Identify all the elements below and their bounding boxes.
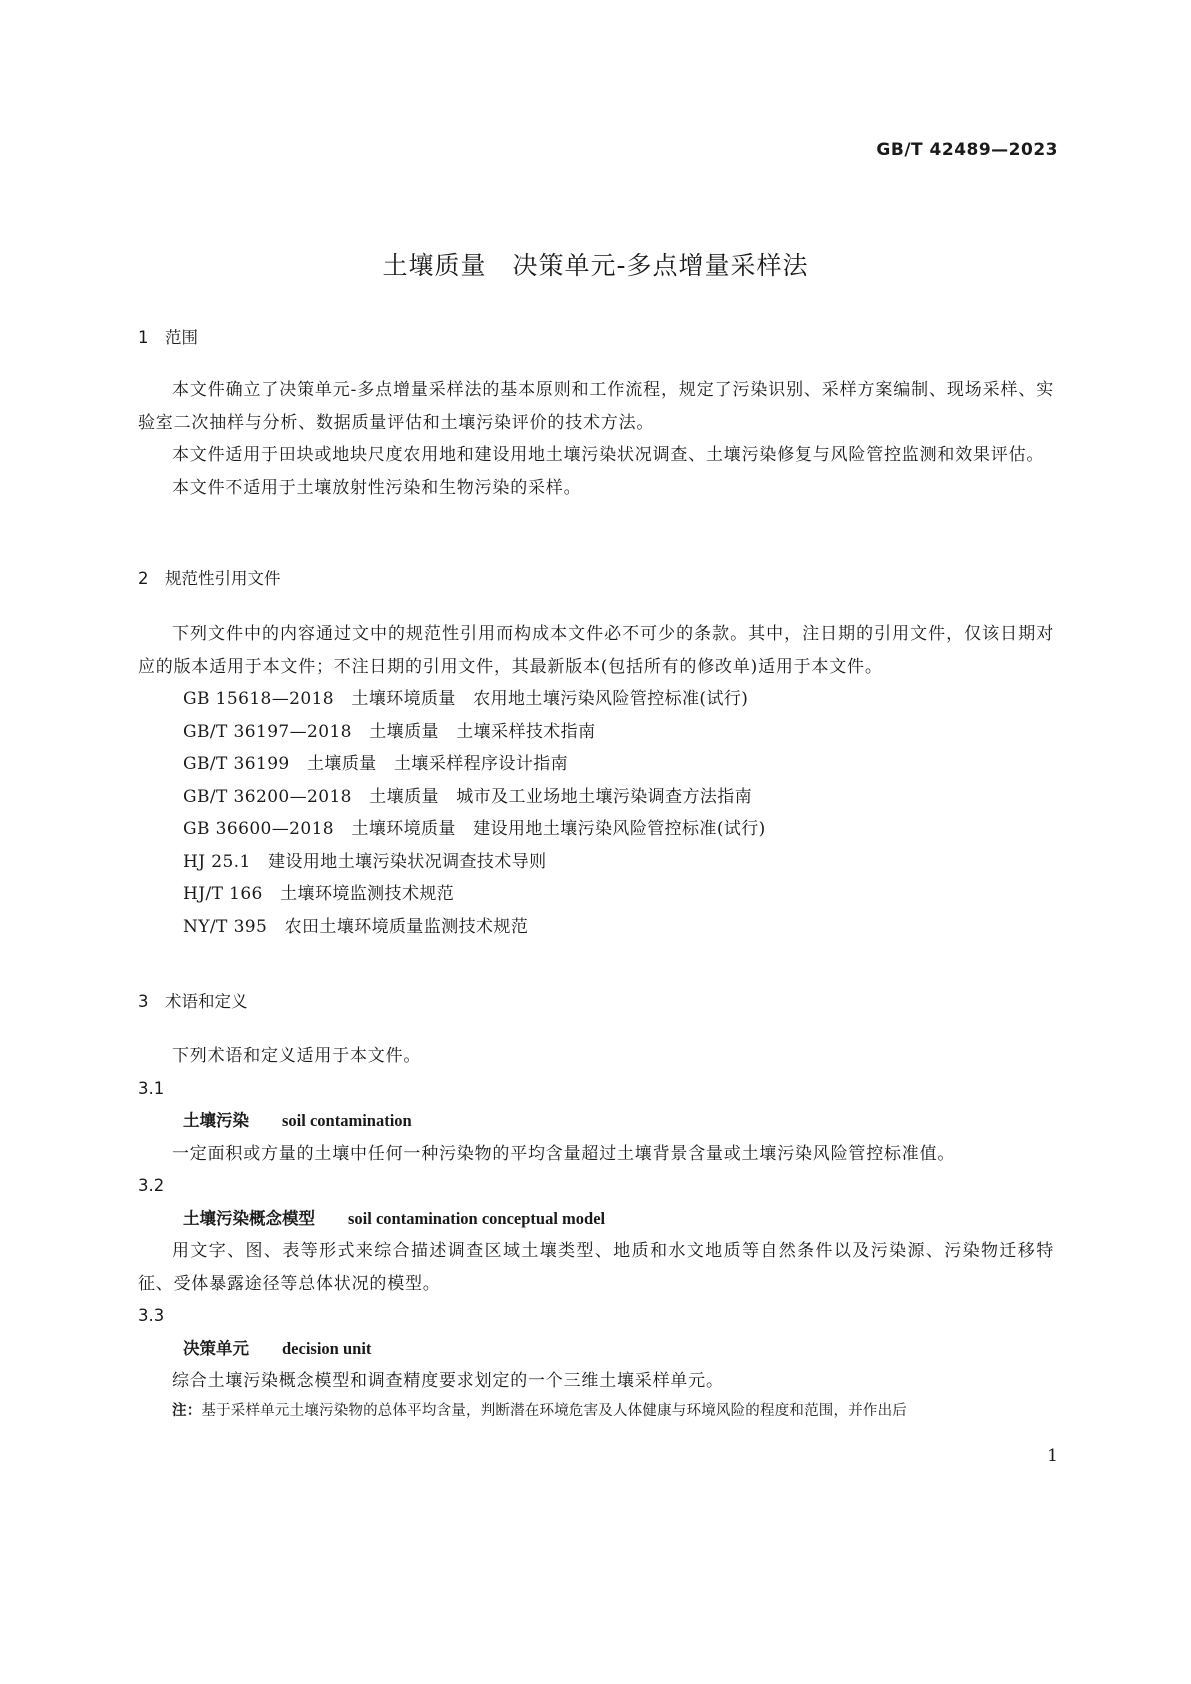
reference-item: GB/T 36197—2018 土壤质量 土壤采样技术指南: [183, 721, 596, 742]
reference-item: GB/T 36199 土壤质量 土壤采样程序设计指南: [183, 754, 569, 774]
term-en: soil contamination: [282, 1111, 412, 1130]
section-2-body: [138, 618, 1054, 943]
standard-code: GB/T 42489—2023: [876, 140, 1058, 160]
section-1-heading: 1 范围: [138, 328, 198, 347]
term-definition: 一定面积或方量的土壤中任何一种污染物的平均含量超过土壤背景含量或土壤污染风险管控标准值。: [172, 1143, 956, 1164]
section-1-para-3: 本文件不适用于土壤放射性污染和生物污染的采样。: [172, 477, 582, 498]
reference-item: NY/T 395 农田土壤环境质量监测技术规范: [183, 916, 529, 937]
section-1-para-2: 本文件适用于田块或地块尺度农用地和建设用地土壤污染状况调查、土壤污染修复与风险管控监测和效果评估。: [172, 445, 1045, 465]
note-label: 注：: [172, 1402, 202, 1419]
section-2-intro: 下列文件中的内容通过文中的规范性引用而构成本文件必不可少的条款。其中，注日期的引用文件，仅该日期对应的版本适用于本文件；不注日期的引用文件，其最新版本(包括所有的修改单)适用于本文件。: [138, 624, 1054, 677]
page-number: 1: [1047, 1446, 1058, 1466]
note-text: 基于采样单元土壤污染物的总体平均含量，判断潜在环境危害及人体健康与环境风险的程度和范围，并作出后: [201, 1402, 908, 1419]
term-title: [138, 1105, 1054, 1138]
reference-item: GB 36600—2018 土壤环境质量 建设用地土壤污染风险管控标准(试行): [183, 819, 766, 839]
term-number: 3.3: [138, 1306, 165, 1325]
term-number: 3.2: [138, 1176, 165, 1195]
document-title: 土壤质量 决策单元-多点增量采样法: [382, 251, 809, 280]
term-definition: 综合土壤污染概念模型和调查精度要求划定的一个三维土壤采样单元。: [172, 1371, 724, 1391]
note: [138, 1398, 1054, 1424]
section-1-para-1: 本文件确立了决策单元-多点增量采样法的基本原则和工作流程，规定了污染识别、采样方案编制、现场采样、实验室二次抽样与分析、数据质量评估和土壤污染评价的技术方法。: [138, 380, 1054, 433]
section-3-body: [138, 1040, 1054, 1424]
term-zh: 决策单元: [183, 1338, 249, 1358]
reference-item: HJ 25.1 建设用地土壤污染状况调查技术导则: [183, 851, 547, 872]
reference-item: HJ/T 166 土壤环境监测技术规范: [183, 884, 455, 904]
section-2-heading: 2 规范性引用文件: [138, 569, 281, 588]
term-title: [138, 1203, 1054, 1236]
reference-item: GB/T 36200—2018 土壤质量 城市及工业场地土壤污染调查方法指南: [183, 786, 753, 807]
reference-item: GB 15618—2018 土壤环境质量 农用地土壤污染风险管控标准(试行): [183, 689, 749, 709]
section-1-body: [138, 374, 1054, 504]
section-3-intro: 下列术语和定义适用于本文件。: [172, 1046, 422, 1066]
term-zh: 土壤污染概念模型: [183, 1208, 315, 1228]
term-number: 3.1: [138, 1078, 165, 1098]
term-en: soil contamination conceptual model: [348, 1208, 606, 1228]
term-en: decision unit: [282, 1338, 372, 1358]
section-3-heading: 3 术语和定义: [138, 992, 248, 1011]
term-definition: 用文字、图、表等形式来综合描述调查区域土壤类型、地质和水文地质等自然条件以及污染源、污染物迁移特征、受体暴露途径等总体状况的模型。: [138, 1241, 1054, 1294]
term-title: [138, 1333, 1054, 1366]
term-zh: 土壤污染: [183, 1111, 249, 1130]
